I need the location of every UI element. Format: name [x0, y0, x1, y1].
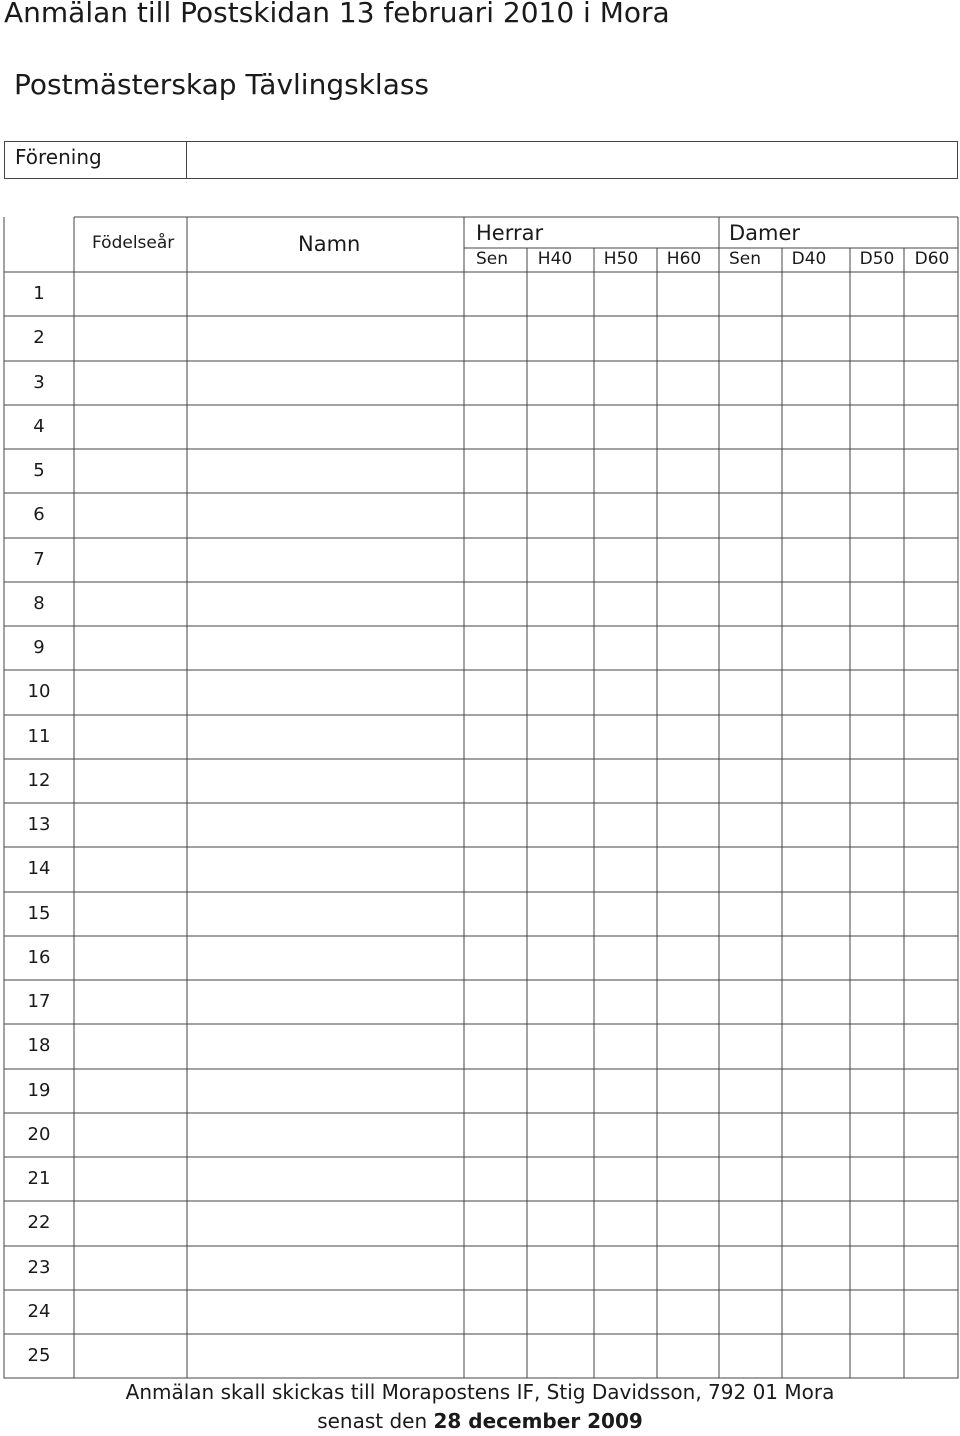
row-number: 17 [27, 991, 51, 1012]
row-number: 11 [27, 725, 51, 747]
row-number: 21 [27, 1168, 51, 1189]
footer-deadline-prefix: senast den [317, 1409, 428, 1433]
class-women-3: D60 [914, 249, 950, 269]
row-number: 14 [27, 858, 51, 880]
header-women: Damer [729, 221, 801, 245]
class-men-1: H40 [537, 249, 573, 269]
row-number: 19 [27, 1079, 51, 1101]
footer-deadline-date: 28 december 2009 [433, 1409, 643, 1433]
class-men-3: H60 [666, 249, 702, 269]
header-name: Namn [298, 232, 361, 256]
row-number: 18 [27, 1035, 51, 1057]
class-men-2: H50 [603, 249, 639, 269]
club-label: Förening [5, 142, 187, 178]
row-number: 10 [27, 681, 51, 703]
row-number: 16 [27, 946, 51, 968]
row-number: 6 [33, 504, 45, 526]
row-number: 8 [33, 592, 45, 614]
row-number: 15 [27, 902, 51, 924]
row-number: 24 [27, 1300, 51, 1322]
row-number: 12 [27, 769, 51, 791]
class-women-2: D50 [859, 249, 895, 269]
row-number: 22 [27, 1212, 51, 1234]
row-number: 25 [27, 1345, 51, 1366]
row-number: 23 [27, 1256, 51, 1278]
class-women-1: D40 [791, 249, 827, 269]
row-number: 20 [27, 1123, 51, 1145]
footer-address: Anmälan skall skickas till Morapostens IF, Stig Davidsson, 792 01 Mora [125, 1380, 835, 1404]
row-number: 13 [27, 814, 51, 835]
row-number: 4 [33, 415, 45, 437]
row-number: 7 [33, 548, 45, 570]
row-number: 5 [33, 460, 45, 481]
row-number: 2 [33, 327, 45, 349]
footer-deadline [0, 1409, 960, 1433]
form-subtitle: Postmästerskap Tävlingsklass [14, 68, 430, 101]
row-number: 1 [33, 283, 45, 304]
header-birth-year: Födelseår [92, 233, 175, 253]
row-number: 3 [33, 371, 45, 393]
class-men-0: Sen [475, 249, 509, 269]
row-number: 9 [33, 637, 45, 658]
header-men: Herrar [476, 221, 544, 245]
class-women-0: Sen [728, 249, 762, 269]
form-title: Anmälan till Postskidan 13 februari 2010 i Mora [4, 0, 670, 29]
